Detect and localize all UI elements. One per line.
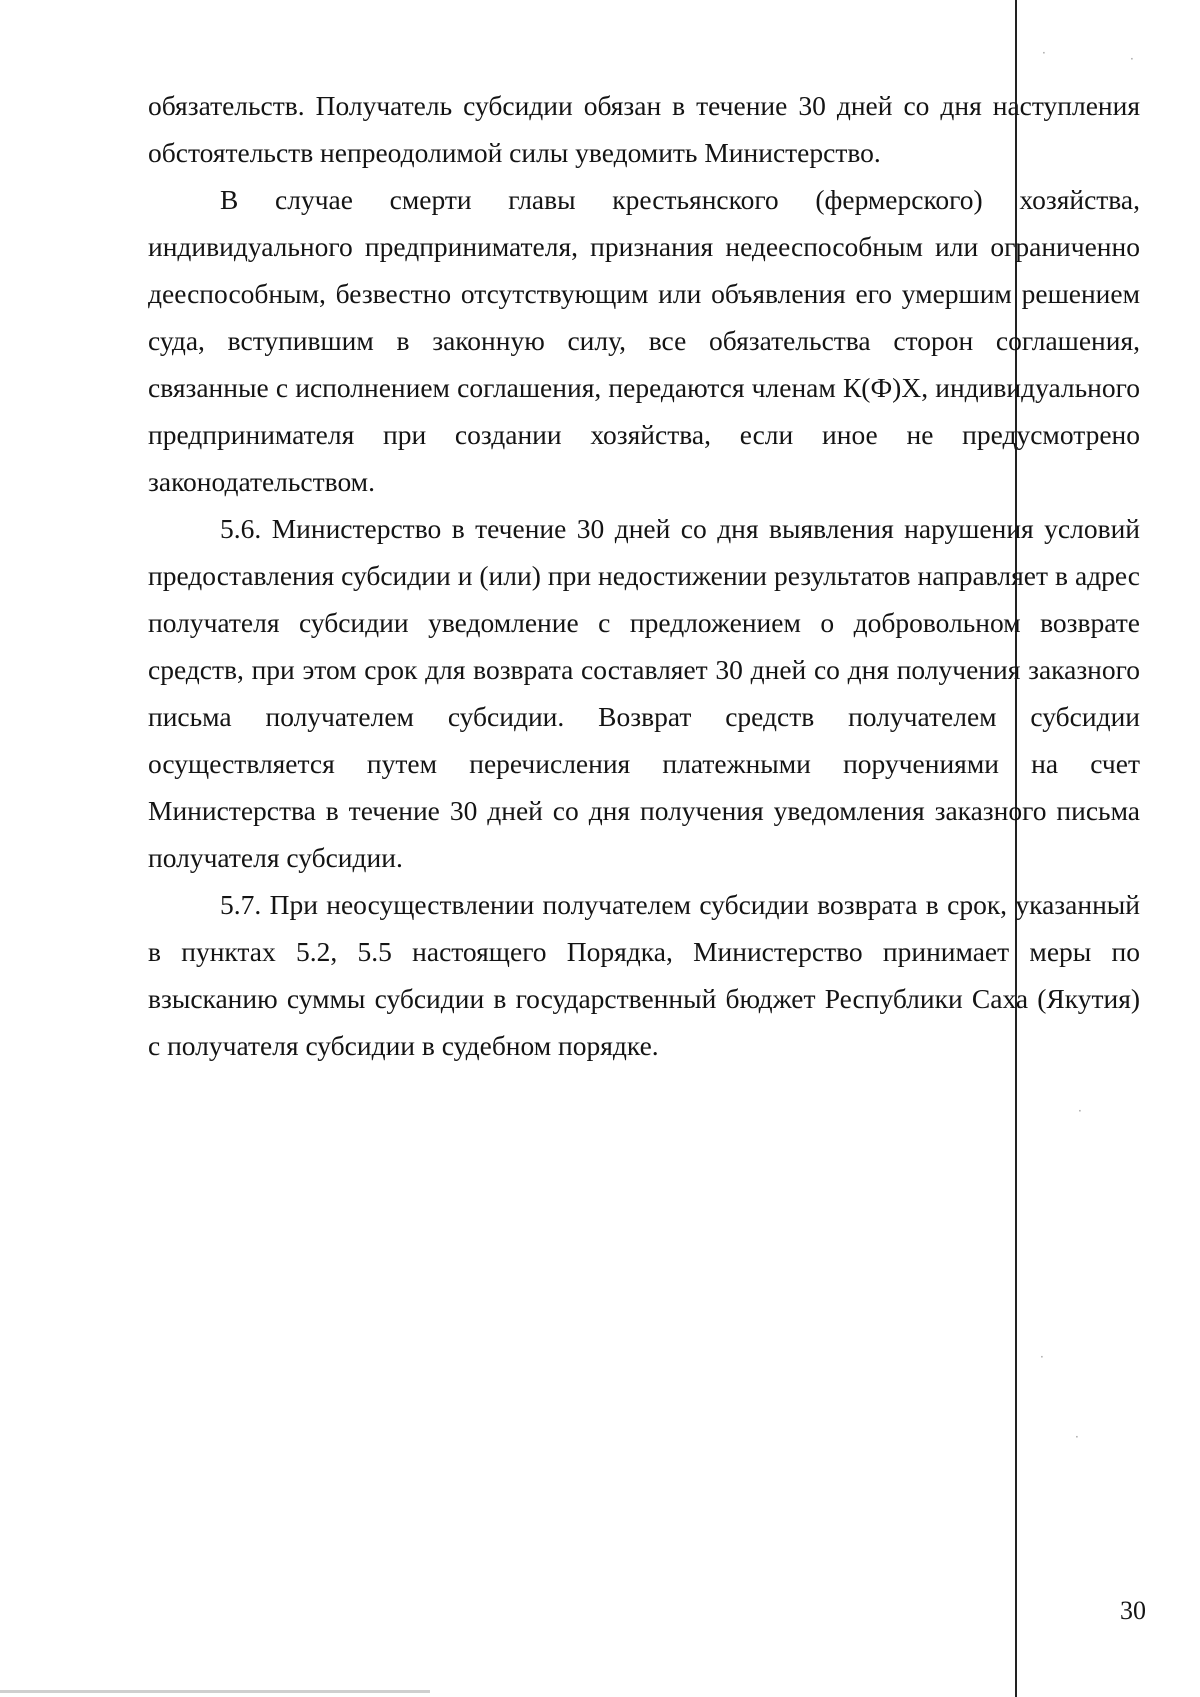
paragraph-5-7: 5.7. При неосуществлении получателем субсидии возврата в срок, указанный в пунктах 5.2, 5.5 настоящего Порядка, Министерство принимает меры по взысканию суммы субсидии в государственный бюджет Республики Саха (Якутия) с получателя субсидии в судебном порядке. — [148, 889, 1140, 1061]
scan-speck: · — [1042, 46, 1046, 60]
scan-speck: · — [1075, 1430, 1079, 1444]
document-body — [148, 82, 1140, 1069]
scan-speck: · — [1078, 1104, 1082, 1118]
paragraph-death-of-head: В случае смерти главы крестьянского (фермерского) хозяйства, индивидуального предпринимателя, признания недееспособным или ограниченно дееспособным, безвестно отсутствующим или объявления его умершим решением суда, вступившим в законную силу, все обязательства сторон соглашения, связанные с исполнением соглашения, передаются членам К(Ф)Х, индивидуального предпринимателя при создании хозяйства, если иное не предусмотрено законодательством. — [148, 184, 1140, 497]
page-number: 30 — [1120, 1596, 1146, 1625]
paragraph-continuation: обязательств. Получатель субсидии обязан в течение 30 дней со дня наступления обстоятельств непреодолимой силы уведомить Министерство. — [148, 90, 1140, 168]
paragraph-5-6: 5.6. Министерство в течение 30 дней со дня выявления нарушения условий предоставления субсидии и (или) при недостижении результатов направляет в адрес получателя субсидии уведомление с предложением о добровольном возврате средств, при этом срок для возврата составляет 30 дней со дня получения заказного письма получателем субсидии. Возврат средств получателем субсидии осуществляется путем перечисления платежными поручениями на счет Министерства в течение 30 дней со дня получения уведомления заказного письма получателя субсидии. — [148, 513, 1140, 873]
scan-speck: · — [1130, 52, 1134, 66]
scan-speck: · — [1040, 1350, 1044, 1364]
scan-artifact-bottom-line — [0, 1690, 430, 1693]
